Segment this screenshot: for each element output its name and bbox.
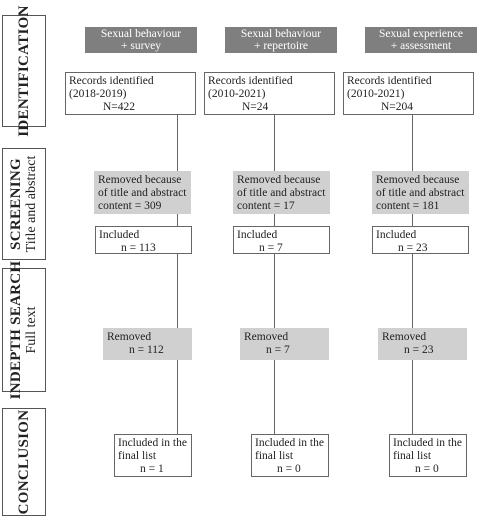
records-identified-box: Records identified (2010-2021) N=204 [343, 72, 474, 115]
final-list-box: Included in the final list n = 0 [389, 434, 467, 477]
stage-sublabel: Title and abstract [24, 155, 39, 253]
stage-indepth-search [2, 260, 46, 400]
included-box: Included n = 113 [95, 226, 192, 254]
removed-fulltext-box: Removed n = 112 [103, 328, 192, 360]
included-box: Included n = 7 [233, 226, 330, 254]
included-box: Included n = 23 [372, 226, 469, 254]
removed-screening-box: Removed because of title and abstract content = 309 [94, 171, 191, 214]
stage-identification [2, 5, 46, 137]
final-list-box: Included in the final list n = 0 [251, 434, 329, 477]
stage-label: INDEPTH SEARCH [8, 260, 24, 400]
stage-screening [2, 148, 46, 260]
column-header: Sexual behaviour + repertoire [225, 27, 337, 53]
connector-line [274, 114, 275, 435]
connector-line [412, 114, 413, 435]
stage-label: IDENTIFICATION [16, 5, 32, 137]
removed-fulltext-box: Removed n = 7 [240, 328, 329, 360]
stage-label: CONCLUSION [16, 409, 32, 515]
removed-screening-box: Removed because of title and abstract content = 181 [372, 171, 469, 214]
removed-screening-box: Removed because of title and abstract content = 17 [233, 171, 330, 214]
stage-conclusion [2, 408, 46, 516]
records-identified-box: Records identified (2018-2019) N=422 [65, 72, 196, 115]
records-identified-box: Records identified (2010-2021) N=24 [204, 72, 335, 115]
column-header: Sexual experience + assessment [365, 27, 477, 53]
column-header: Sexual behaviour + survey [85, 27, 197, 53]
stage-sublabel: Full text [24, 306, 39, 354]
removed-fulltext-box: Removed n = 23 [378, 328, 467, 360]
final-list-box: Included in the final list n = 1 [114, 434, 192, 477]
stage-label: SCREENING [8, 158, 24, 250]
connector-line [177, 114, 178, 435]
